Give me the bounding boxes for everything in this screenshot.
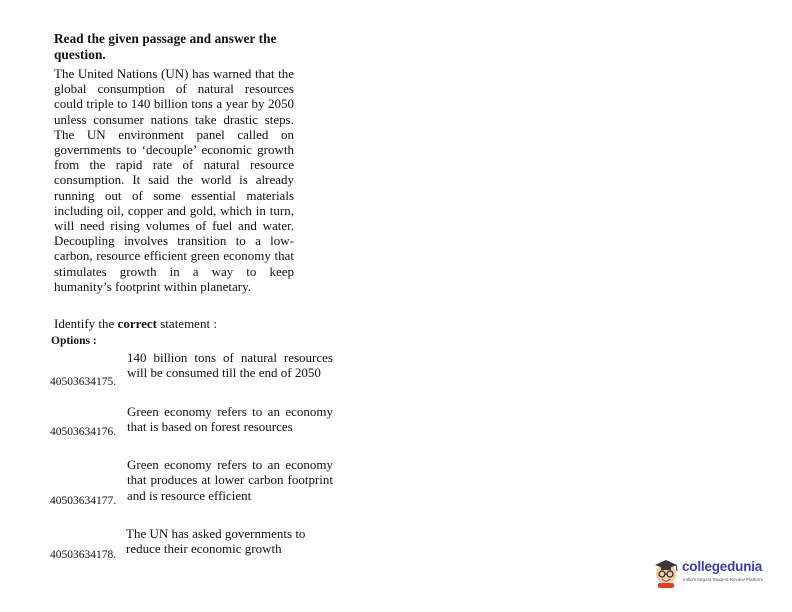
logo-name: collegedunia [682, 559, 763, 574]
option-2-id: 40503634176. [50, 426, 117, 438]
option-1-text: 140 billion tons of natural resources will be consumed till the end of 2050 [127, 350, 333, 381]
option-3-text: Green economy refers to an economy that produces at lower carbon footprint and is resource efficient [127, 457, 333, 503]
question-prompt-emphasis: correct [117, 316, 157, 331]
question-heading: Read the given passage and answer the question. [54, 31, 277, 62]
question-passage: The United Nations (UN) has warned that the global consumption of natural resources could triple to 140 billion tons a year by 2050 unless consumer nations take drastic steps. The UN environment panel called on governments to ‘decouple’ economic growth from the rapid rate of natural resource consumption. It said the world is already running out of some essential materials including oil, copper and gold, which in turn, will need rising volumes of fuel and water. Decoupling involves transition to a low-carbon, resource efficient green economy that stimulates growth in a way to keep humanity’s footprint within planetary. [54, 66, 294, 294]
options-label: Options : [51, 335, 97, 347]
option-2-text: Green economy refers to an economy that is based on forest resources [127, 404, 333, 435]
option-4-text: The UN has asked governments to reduce their economic growth [126, 526, 306, 557]
option-3-id: 40503634177. [50, 495, 117, 507]
option-1-id: 40503634175. [50, 376, 117, 388]
question-prompt-end: statement : [157, 316, 217, 331]
question-prompt [54, 316, 217, 331]
mascot-icon [652, 556, 682, 588]
logo-tagline: India's largest Student Review Platform [683, 577, 764, 582]
option-4-id: 40503634178. [50, 549, 117, 561]
collegedunia-logo [652, 556, 772, 590]
question-prompt-start: Identify the [54, 316, 118, 331]
